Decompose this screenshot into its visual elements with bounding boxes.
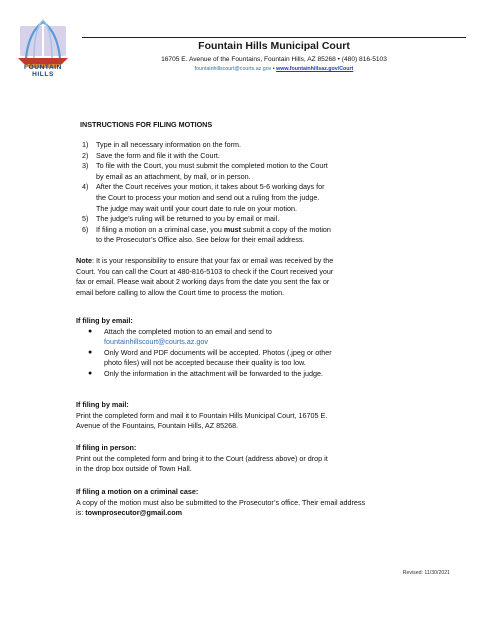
list-item: ● Attach the completed motion to an email and send to fountainhillscourt@courts.az.gov — [88, 326, 272, 347]
criminal-section: If filing a motion on a criminal case: A copy of the motion must also be submitted to the Prosecutor’s office. Their email address is: townprosecutor@gmail.com — [76, 487, 456, 519]
email-section — [76, 316, 456, 380]
logo-text-hills: HILLS — [32, 71, 54, 78]
court-email-link[interactable]: fountainhillscourt@courts.az.gov — [104, 337, 208, 347]
criminal-heading: If filing a motion on a criminal case: — [76, 487, 199, 496]
mail-heading: If filing by mail: — [76, 400, 129, 409]
step-item: 4) After the Court receives your motion, it takes about 5-6 working days for the Court to process your motion and send out a ruling from the judge. The judge may wait until your court date to rule on your motion. — [82, 182, 325, 213]
step-item: 1) Type in all necessary information on the form. — [82, 140, 242, 149]
court-address: 16705 E. Avenue of the Fountains, Fountain Hills, AZ 85268 • (480) 816-5103 — [161, 56, 387, 63]
step-item: 2) Save the form and file it with the Court. — [82, 150, 220, 160]
revised-date: Revised: 11/30/2021 — [402, 570, 450, 576]
in-person-section: If filing in person: Print out the completed form and bring it to the Court (address above) or drop it in the drop box outside of Town Hall. — [76, 443, 456, 475]
email-bullets — [76, 327, 456, 380]
mail-section: If filing by mail: Print the completed form and mail it to Fountain Hills Municipal Court, 16705 E. Avenue of the Fountains, Fountain Hills, AZ 85268. — [76, 400, 456, 432]
list-item: ● Only Word and PDF documents will be accepted. Photos (.jpeg or other photo files) will not be accepted because their quality is too low. — [88, 347, 332, 368]
page-title: INSTRUCTIONS FOR FILING MOTIONS — [80, 120, 213, 129]
bullet-icon: ● — [88, 348, 93, 356]
logo-text-fountain: FOUNTAIN — [24, 64, 62, 71]
prosecutor-email[interactable]: townprosecutor@gmail.com — [85, 508, 183, 518]
step-item: 3) To file with the Court, you must submit the completed motion to the Court by email as an attachment, by mail, or in person. — [82, 161, 328, 181]
email-heading: If filing by email: — [76, 316, 133, 325]
bullet-icon: ● — [88, 369, 93, 377]
bullet-icon: ● — [88, 327, 93, 335]
court-name: Fountain Hills Municipal Court — [198, 40, 350, 52]
step-item: 6) If filing a motion on a criminal case, you must submit a copy of the motion to the Prosecutor’s Office also. See below for their email address. — [82, 224, 331, 245]
instruction-steps — [82, 140, 442, 246]
note-paragraph: Note: It is your responsibility to ensure that your fax or email was received by the Court. You can call the Court at 480-816-5103 to check if the Court received your fax or email. Please wait about 2 working days from the date you sent the fax or email before calling to allow the Court time to process the motion. — [76, 256, 334, 297]
in-person-heading: If filing in person: — [76, 443, 137, 452]
note-label: Note — [76, 256, 92, 265]
court-contact — [82, 66, 466, 72]
contact-separator: • — [271, 66, 277, 72]
court-email-link[interactable]: fountainhillscourt@courts.az.gov — [194, 66, 272, 72]
list-item: ● Only the information in the attachment will be forwarded to the judge. — [88, 368, 323, 378]
court-website-link[interactable]: www.fountainhillsaz.gov/Court — [276, 66, 354, 72]
header-divider — [82, 37, 466, 38]
step-item: 5) The judge’s ruling will be returned to you by email or mail. — [82, 214, 280, 224]
